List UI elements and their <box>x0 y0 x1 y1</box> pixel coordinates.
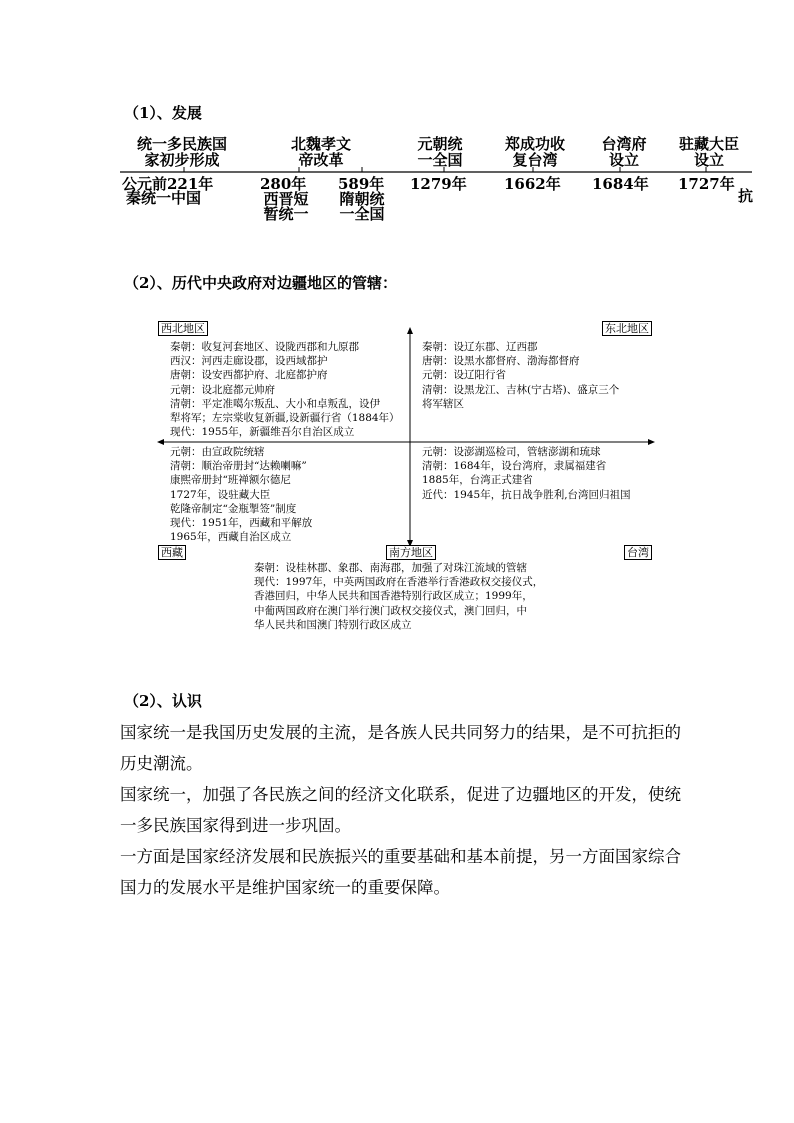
event-label-line: 一全国 <box>417 151 463 169</box>
region-label-taiwan: 台湾 <box>624 545 652 560</box>
text-line: 中葡两国政府在澳门举行澳门政权交接仪式，澳门回归，中 <box>254 604 527 617</box>
region-label-south: 南方地区 <box>386 545 436 560</box>
event-label-line: 设立 <box>608 151 639 169</box>
text-line: 1885年，台湾正式建省 <box>422 474 533 487</box>
northeast-administration-text <box>422 340 619 411</box>
text-line: 现代：1951年，西藏和平解放 <box>170 516 313 529</box>
event-label-line: 复台湾 <box>512 151 558 169</box>
paragraph: 国家统一，加强了各民族之间的经济文化联系，促进了边疆地区的开发，使统一多民族国家得到进一步巩固。 <box>120 785 681 835</box>
event-label-line: 驻藏大臣 <box>678 135 739 153</box>
text-line: 西汉：河西走廊设郡，设西域都护 <box>170 355 328 368</box>
event-label-line: 隋朝统 <box>339 190 385 208</box>
timeline-date: 589年 <box>338 175 385 193</box>
text-line: 元朝：设辽阳行省 <box>422 369 506 382</box>
timeline-event-label-below <box>248 192 324 222</box>
event-label-line: 元朝统 <box>417 135 463 153</box>
event-label-line: 西晋短 <box>263 190 309 208</box>
text-line: 唐朝：设安西都护府、北庭都护府 <box>170 369 328 382</box>
timeline-date: 1727年 <box>678 175 735 193</box>
event-label-line: 一全国 <box>339 205 385 223</box>
paragraph: 一方面是国家经济发展和民族振兴的重要基础和基本前提，另一方面国家综合国力的发展水平是维护国家统一的重要保障。 <box>120 847 681 897</box>
text-line: 现代：1955年，新疆维吾尔自治区成立 <box>170 426 355 439</box>
timeline-tail-text: 抗 <box>738 187 754 205</box>
text-line: 1727年，设驻藏大臣 <box>170 488 271 501</box>
text-line: 现代：1997年，中英两国政府在香港举行香港政权交接仪式， <box>254 576 544 589</box>
text-line: 秦朝：收复河套地区、设陇西郡和九原郡 <box>170 341 359 353</box>
timeline-date: 1684年 <box>592 175 649 193</box>
timeline-event-label-below <box>324 192 400 222</box>
timeline-date: 公元前221年 <box>122 175 214 193</box>
border-administration-diagram <box>0 300 794 640</box>
text-line: 康熙帝册封“班禅额尔德尼 <box>170 474 291 487</box>
text-line: 元朝：由宣政院统辖 <box>170 446 265 458</box>
text-line: 将军辖区 <box>422 397 464 410</box>
region-label-northeast: 东北地区 <box>602 321 652 336</box>
text-line: 元朝：设北庭都元帅府 <box>170 383 275 396</box>
event-label-line: 北魏孝文 <box>290 135 351 153</box>
event-label-line: 郑成功收 <box>504 135 565 153</box>
event-label-line: 家初步形成 <box>144 151 220 169</box>
text-line: 清朝：设黑龙江、吉林(宁古塔)、盛京三个 <box>422 383 620 396</box>
text-line: 1965年，西藏自治区成立 <box>170 531 292 544</box>
text-line: 香港回归，中华人民共和国香港特别行政区成立；1999年， <box>254 590 533 603</box>
text-line: 华人民共和国澳门特别行政区成立 <box>254 618 412 631</box>
section-heading-development: （1）、发展 <box>124 104 202 122</box>
northwest-administration-text <box>170 340 400 439</box>
text-line: 近代：1945年，抗日战争胜利,台湾回归祖国 <box>422 488 631 501</box>
text-line: 唐朝：设黑水都督府、渤海都督府 <box>422 355 580 368</box>
text-line: 秦朝：设辽东郡、辽西郡 <box>422 341 538 353</box>
timeline-date: 280年 <box>260 175 307 193</box>
section-heading-understanding: （2）、认识 <box>124 692 202 710</box>
timeline-date: 1279年 <box>410 175 467 193</box>
event-label-line: 统一多民族国 <box>136 135 227 153</box>
text-line: 乾隆帝制定“金瓶掣签”制度 <box>170 502 297 515</box>
timeline-first-event: 秦统一中国 <box>126 189 202 207</box>
text-line: 清朝：平定准噶尔叛乱、大小和卓叛乱，设伊 <box>170 397 380 410</box>
event-label-line: 台湾府 <box>601 135 647 153</box>
text-line: 清朝：1684年，设台湾府，隶属福建省 <box>422 460 607 473</box>
section-heading-administration: （2）、历代中央政府对边疆地区的管辖： <box>124 274 397 292</box>
event-label-line: 暂统一 <box>263 205 309 223</box>
event-label-line: 设立 <box>693 151 724 169</box>
text-line: 犁将军；左宗棠收复新疆,设新疆行省（1884年） <box>170 411 400 424</box>
understanding-paragraphs <box>120 717 690 903</box>
region-label-northwest: 西北地区 <box>158 321 208 336</box>
timeline <box>0 0 794 240</box>
event-label-line: 帝改革 <box>298 151 344 169</box>
south-administration-text <box>254 561 543 632</box>
timeline-date: 1662年 <box>504 175 561 193</box>
paragraph: 国家统一是我国历史发展的主流，是各族人民共同努力的结果，是不可抗拒的历史潮流。 <box>120 723 681 773</box>
tibet-administration-text <box>170 445 312 544</box>
text-line: 秦朝：设桂林郡、象郡、南海郡，加强了对珠江流域的管辖 <box>254 562 527 574</box>
taiwan-administration-text <box>422 445 631 502</box>
region-label-tibet: 西藏 <box>158 545 186 560</box>
text-line: 元朝：设澎湖巡检司，管辖澎湖和琉球 <box>422 446 601 458</box>
text-line: 清朝：顺治帝册封“达赖喇嘛” <box>170 460 307 473</box>
